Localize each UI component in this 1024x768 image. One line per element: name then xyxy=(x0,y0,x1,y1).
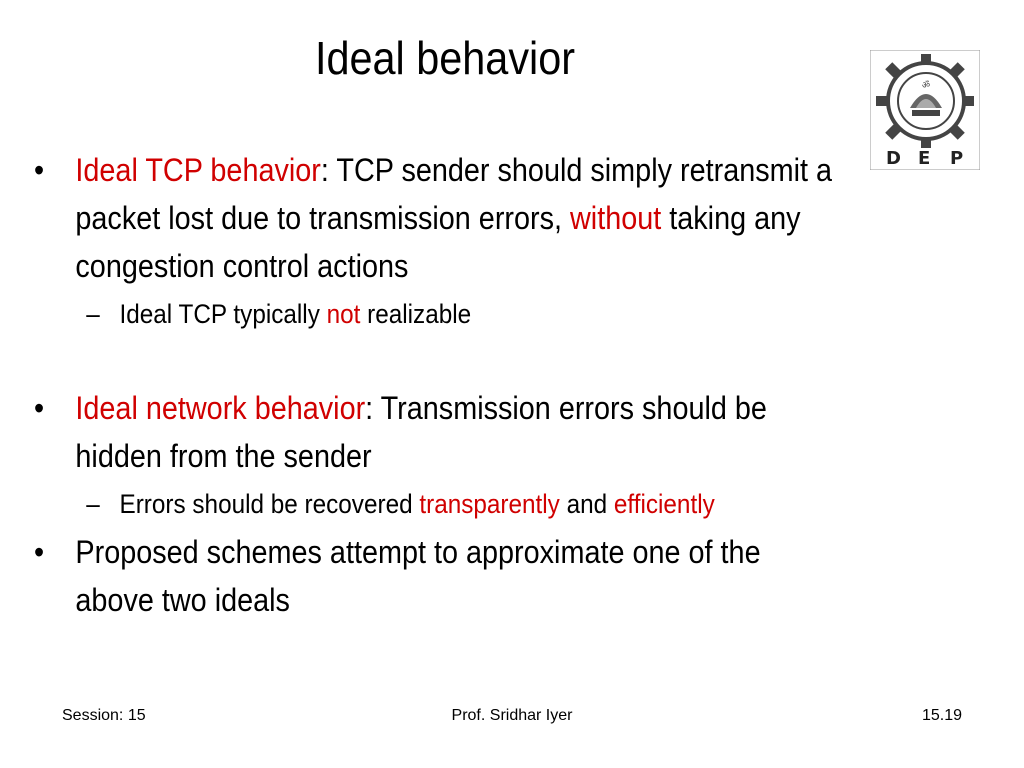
sub-bullet-highlight-not: not xyxy=(326,299,361,329)
slide-body xyxy=(34,146,844,624)
bullet-ideal-tcp xyxy=(34,146,844,290)
logo-letter-e: E xyxy=(918,148,931,169)
logo-script-text: ॐ xyxy=(921,81,931,91)
sub-bullet-text: Errors should be recovered xyxy=(119,489,420,519)
bullet-text: Proposed schemes attempt to approximate one of the above two ideals xyxy=(75,534,761,618)
bullet-highlight-without: without xyxy=(570,200,662,236)
bullet-mark: • xyxy=(34,390,45,426)
sub-bullet-ideal-network xyxy=(34,484,844,524)
bullet-mark: • xyxy=(34,534,45,570)
bullet-text: : Transmission errors should be hidden from the sender xyxy=(75,390,767,474)
footer-slide-number: 15.19 xyxy=(921,707,962,724)
sub-bullet-highlight-transparently: transparently xyxy=(419,489,560,519)
iit-bombay-logo xyxy=(870,50,980,170)
footer-author: Prof. Sridhar Iyer xyxy=(451,707,573,724)
dash-mark: – xyxy=(86,489,100,519)
sub-bullet-highlight-efficiently: efficiently xyxy=(613,489,715,519)
sub-bullet-text-and: and xyxy=(559,489,614,519)
logo-letter-d: D xyxy=(886,148,901,169)
bullet-ideal-network xyxy=(34,384,844,480)
logo-letter-p: P xyxy=(950,148,964,169)
bullet-mark: • xyxy=(34,152,45,188)
bullet-text-end: taking any congestion control actions xyxy=(75,200,801,284)
bullet-text: : TCP sender should simply retransmit a packet lost due to transmission errors, xyxy=(75,152,833,236)
slide-title: Ideal behavior xyxy=(314,32,576,84)
sub-bullet-text-end: realizable xyxy=(360,299,472,329)
sub-bullet-ideal-tcp xyxy=(34,294,844,334)
bullet-proposed-schemes xyxy=(34,528,844,624)
bullet-highlight: Ideal network behavior xyxy=(75,390,366,426)
footer-session: Session: 15 xyxy=(62,707,146,724)
sub-bullet-text: Ideal TCP typically xyxy=(119,299,327,329)
dash-mark: – xyxy=(86,299,100,329)
bullet-highlight: Ideal TCP behavior xyxy=(75,152,321,188)
